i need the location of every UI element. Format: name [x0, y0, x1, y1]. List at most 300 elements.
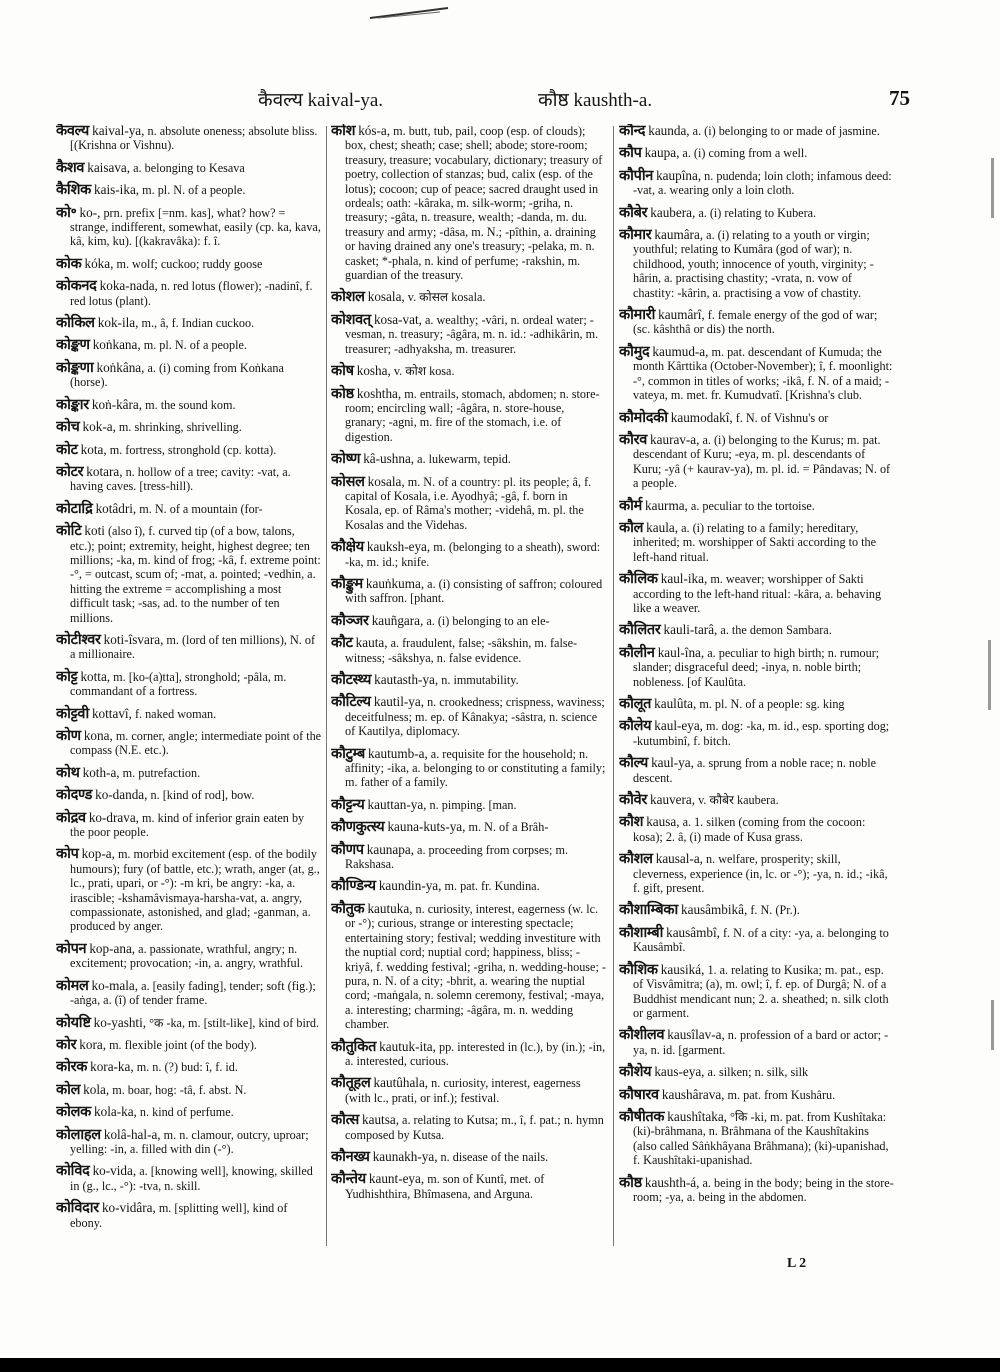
dictionary-entry: [619, 1110, 894, 1168]
dictionary-entry: [331, 1113, 607, 1142]
headword-roman: kóka,: [84, 255, 114, 271]
headword-devanagari: कौनख्य: [331, 1148, 370, 1165]
entry-definition: a. (i) belonging to the Kurus; m. pat. descendant of Kuru; -eya, m. pl. descendants of Kuru; -yâ (+ kaurav-ya), m. pl. id. = Pândavas; N. of a people.: [633, 432, 891, 491]
dictionary-entry: [619, 903, 894, 917]
headword-devanagari: कौट्टन्य: [331, 796, 365, 813]
headword-devanagari: कौटुम्ब: [331, 745, 365, 762]
entry-definition: a. (i) coming from a well.: [682, 146, 808, 161]
entry-definition: °क -ka, m. [stilt-like], kind of bird.: [149, 1015, 320, 1030]
entry-definition: n. curiosity, interest, eagerness (with lc., prati, or inf.); festival.: [345, 1076, 581, 1105]
headword-devanagari: कोकनद: [56, 278, 97, 295]
dictionary-entry: [56, 766, 322, 780]
headword-roman: kaumâra,: [654, 227, 704, 243]
headword-roman: kautsa,: [362, 1112, 399, 1128]
headword-devanagari: कौषीतक: [619, 1108, 665, 1125]
headword-roman: kaurma,: [645, 497, 688, 513]
running-head: [30, 86, 910, 116]
entry-definition: a. peculiar to the tortoise.: [690, 498, 815, 513]
headword-roman: kosala,: [367, 289, 405, 305]
entry-definition: v. कोसल kosala.: [407, 290, 486, 305]
dictionary-entry: [56, 1201, 322, 1230]
headword-roman: koṅ-kâra,: [91, 396, 143, 412]
entry-definition: n. curiosity, interest, eagerness (w. lc. or -°); curious, strange or interesting spectacle; entertaining story; festival; wedding investiture with the nuptial cord; nuptial cord; happiness, bliss; -kriyâ, f. wedding festival; -griha, n. wedding-house; -pura, n. N. of a city; -bhrit, a. wearing the nuptial cord; -maṅgala, n. solemn ceremony, festival; -maya, a. interesting; charming; -âgâra, m. n. wedding chamber.: [345, 901, 606, 1032]
headword-roman: kosala,: [367, 473, 405, 489]
dictionary-entry: [619, 719, 894, 748]
headword-devanagari: कौप: [619, 145, 642, 162]
dictionary-entry: [331, 475, 607, 533]
running-head-right: कौष्ठ kaushth-a.: [538, 90, 653, 111]
entry-definition: n. hollow of a tree; cavity: -vat, a. having caves. [tress-hill).: [70, 464, 291, 494]
headword-devanagari: कौशीलव: [619, 1027, 665, 1044]
headword-roman: kotara,: [86, 463, 123, 479]
headword-devanagari: कौञ्जर: [331, 612, 369, 629]
headword-devanagari: कोङ्कणा: [56, 359, 94, 376]
dictionary-column-2: [331, 124, 607, 1250]
entry-definition: m. (lord of ten millions), N. of a millionaire.: [70, 632, 316, 662]
dictionary-entry: [619, 521, 894, 564]
entry-definition: m. flexible joint (of the body).: [109, 1037, 257, 1052]
entry-definition: m. kind of inferior grain eaten by the poor people.: [70, 810, 305, 840]
headword-roman: kaushth-á,: [644, 1174, 700, 1190]
headword-devanagari: कोपन: [56, 940, 87, 957]
headword-roman: kautasth-ya,: [374, 672, 439, 687]
headword-roman: kautuk-ita,: [379, 1038, 436, 1054]
entry-definition: n. absolute oneness; absolute bliss. [(Krishna or Vishnu).: [70, 124, 318, 153]
entry-definition: (also î), f. curved tip (of a bow, talons, etc.); point; extremity, height, highest degree; ten millions; -ka, m. kind of frog; -kâ, f. extreme point: -°, = outcast, scum of; -mat, a. pointed; -vedhin, a. hitting the extreme = accomplishing a most difficult task; -sas, ad. to the number of ten millions.: [70, 524, 321, 625]
headword-roman: kaul-îna,: [657, 644, 705, 660]
dictionary-entry: [56, 847, 322, 933]
headword-devanagari: कौलेय: [619, 718, 652, 735]
headword-devanagari: कौलिक: [619, 571, 658, 588]
entry-definition: f. N. of Vishnu's or: [735, 410, 829, 425]
entry-definition: m. pl. N. of a people.: [142, 183, 246, 198]
entry-definition: m. the sound kom.: [145, 397, 236, 412]
headword-devanagari: कौटिल्य: [331, 694, 371, 711]
entry-definition: a. wealthy; -vâri, n. ordeal water; -vesman, n. treasury; -âgâra, m. n. id.: -adhikârin, m. treasurer; -adhyaksha, m. treasurer.: [345, 312, 599, 356]
entry-definition: a. fraudulent, false; -sâkshin, m. false-witness; -sâkshya, n. false evidence.: [345, 636, 578, 665]
headword-roman: ko-vida,: [92, 1163, 137, 1179]
dictionary-entry: [56, 1105, 322, 1119]
dictionary-entry: [619, 697, 894, 711]
dictionary-entry: [56, 420, 322, 434]
dictionary-entry: [331, 540, 607, 569]
headword-roman: kora,: [79, 1036, 107, 1052]
dictionary-entry: [331, 902, 607, 1032]
headword-roman: ko-danda,: [95, 787, 148, 803]
headword-roman: kaunapa,: [366, 841, 414, 857]
dictionary-entry: [619, 852, 894, 895]
dictionary-entry: [331, 673, 607, 687]
entry-definition: a. belonging to Kesava: [133, 160, 245, 175]
headword-roman: kottavî,: [91, 705, 132, 721]
headword-roman: kola-ka,: [94, 1104, 137, 1120]
entry-definition: m. pl. N. of a people.: [143, 338, 247, 353]
headword-roman: ko-vidâra,: [101, 1200, 156, 1216]
headword-roman: kausîlav-a,: [667, 1027, 725, 1043]
headword-devanagari: कौमार: [619, 227, 652, 244]
dictionary-entry: [619, 345, 894, 403]
entry-definition: a. being in the body; being in the store-room; -ya, a. being in the abdomen.: [633, 1175, 894, 1204]
dictionary-entry: [619, 793, 894, 807]
entry-definition: m. butt, tub, pail, coop (esp. of clouds); box, chest; sheath; case; shell; abode; store-room; treasury, treasure; vocabulary, dictionary; treasury of poetry, collection of stanzas; bud, calix (esp. of the lotus); cocoon; cup of peace; sacred draught used in ordeals; oath: -kâraka, m. silk-worm; -griha, n. treasury; -gâta, n. treasure, wealth; -danda, m. du. treasury and army; -dâsa, m. N.; -pîthin, a. draining or having drained any one's treasury; -pelaka, m. n. casket; *-phala, n. kind of perfume; -rakshin, m. guardian of the treasury.: [345, 124, 603, 283]
headword-devanagari: कौशल: [619, 851, 653, 868]
headword-devanagari: कोट: [56, 441, 78, 458]
headword-devanagari: कोयष्टि: [56, 1014, 91, 1031]
scan-edge-mark: [991, 158, 994, 218]
headword-roman: kaul-ika,: [660, 571, 708, 587]
entry-definition: a. (i) belonging to an ele-: [426, 613, 550, 628]
dictionary-entry: [331, 1040, 607, 1069]
headword-roman: kop-a,: [81, 846, 115, 862]
entry-definition: n. pudenda; loin cloth; infamous deed: -vat, a. wearing only a loin cloth.: [633, 168, 892, 198]
headword-devanagari: कोष्ण: [331, 451, 361, 468]
dictionary-entry: [56, 338, 322, 352]
entry-definition: m. [ko-(a)tta], stronghold; -pâla, m. commandant of a fortress.: [70, 669, 287, 699]
dictionary-entry: [619, 756, 894, 785]
scan-edge-mark: [991, 1000, 994, 1050]
dictionary-entry: [56, 398, 322, 412]
headword-devanagari: कैशव: [56, 159, 85, 176]
entry-definition: a. the demon Sambara.: [720, 623, 832, 638]
dictionary-entry: [56, 942, 322, 971]
entry-definition: m. entrails, stomach, abdomen; n. store-room; encircling wall; -âgâra, n. store-house, granary; -agni, m. fire of the stomach, i.e. of digestion.: [345, 386, 600, 444]
headword-roman: kausiká,: [660, 961, 705, 977]
headword-roman: koka-nada,: [99, 278, 158, 294]
headword-devanagari: कोसल: [331, 473, 365, 490]
headword-roman: kautumb-a,: [368, 745, 428, 761]
entry-definition: a. 1. silken (coming from the cocoon: kosa); 2. â, (i) made of Kusa grass.: [633, 815, 866, 844]
entry-definition: m. putrefaction.: [122, 765, 201, 780]
headword-roman: kaumud-a,: [652, 343, 709, 359]
headword-roman: kaubera,: [650, 204, 696, 220]
dictionary-entry: [331, 364, 607, 378]
headword-roman: koṅkâna,: [96, 359, 145, 375]
headword-devanagari: कोशवत्: [331, 311, 371, 328]
entry-definition: m. N. of a country: pl. its people; â, f. capital of Kosala, i.e. Ayodhyâ; -gâ, f. born in Kosala, ep. of Râma's mother; -videhâ, m. pl. the Kosalas and the Videhas.: [345, 474, 592, 532]
headword-roman: kaunakh-ya,: [372, 1148, 438, 1164]
dictionary-entry: [56, 183, 322, 197]
entry-definition: prn. prefix [=nm. kas], what? how? = strange, indifferent, somewhat, easily (cp. ka, kava, kâ, kim, ku). [(kakravâka): f. î.: [70, 205, 321, 249]
headword-devanagari: कोविद: [56, 1163, 90, 1180]
headword-roman: kaival-ya,: [92, 124, 145, 138]
headword-roman: kauta,: [355, 635, 388, 651]
entry-definition: a. [knowing well], knowing, skilled in (g., lc., -°): -tva, n. skill.: [70, 1164, 313, 1193]
headword-devanagari: कोशल: [331, 289, 365, 306]
headword-devanagari: कौमारी: [619, 307, 656, 324]
headword-roman: kauli-tarâ,: [663, 622, 718, 638]
entry-definition: m. N. of a mountain (for-: [139, 501, 263, 516]
headword-roman: kosha,: [356, 363, 391, 379]
headword-roman: kaul-ya,: [651, 755, 694, 771]
headword-roman: ko-,: [79, 204, 101, 220]
headword-roman: ko-mala,: [91, 977, 139, 993]
dictionary-entry: [56, 124, 322, 153]
headword-roman: kok-ila,: [97, 315, 139, 331]
headword-devanagari: कोश: [331, 124, 356, 139]
headword-roman: kaupa,: [644, 145, 680, 161]
headword-devanagari: कौवेर: [619, 792, 647, 809]
entry-definition: m. pl. N. of a people: sg. king: [699, 697, 845, 711]
headword-devanagari: कौतुक: [331, 900, 365, 917]
dictionary-entry: [331, 695, 607, 738]
entry-definition: m. fortress, stronghold (cp. kotta).: [109, 442, 277, 457]
dictionary-entry: [331, 313, 607, 356]
dictionary-entry: [56, 1083, 322, 1097]
headword-devanagari: कोङ्कण: [56, 337, 90, 354]
scan-bottom-band: [0, 1358, 1000, 1372]
headword-roman: kaulûta,: [654, 696, 697, 711]
entry-definition: m. pat. descendant of Kumuda; the month Kârttika (October-November); î, f. moonlight: -°, common in titles of works; -ikâ, f. N. of a maid; -vateya, m. met. fr. Kumudvatî. [Krishna's club.: [633, 344, 893, 403]
entry-definition: m. n. clamour, outcry, uproar; yelling: -in, a. filled with din (-°).: [70, 1127, 309, 1156]
headword-roman: kotâdri,: [95, 500, 137, 516]
entry-definition: 1. a. relating to Kusika; m. pat., esp. of Visvâmitra; (a), m. owl; î, f. ep. of Durgâ; N. of a Buddhist mendicant nun; 2. a. sheathed; n. silk cloth or garment.: [633, 962, 889, 1020]
headword-devanagari: कोकिल: [56, 315, 95, 332]
dictionary-entry: [56, 788, 322, 802]
headword-devanagari: कौबेर: [619, 204, 648, 221]
entry-definition: m. weaver; worshipper of Sakti according to the left-hand ritual: -kâra, a. behaving like a weaver.: [633, 572, 882, 615]
entry-definition: a. silken; n. silk, silk: [707, 1065, 809, 1080]
dictionary-entry: [331, 879, 607, 893]
headword-devanagari: कौश: [619, 814, 644, 831]
headword-roman: kauṅkuma,: [365, 575, 425, 591]
entry-definition: n. [kind of rod], bow.: [150, 788, 255, 803]
headword-roman: kausâmbî,: [666, 924, 720, 940]
dictionary-entry: [619, 499, 894, 513]
entry-definition: a. proceeding from corpses; m. Rakshasa.: [345, 842, 568, 872]
headword-devanagari: कौन्द: [619, 124, 646, 139]
entry-definition: m. boar, hog: -tâ, f. abst. N.: [112, 1082, 247, 1097]
dictionary-entry: [619, 963, 894, 1021]
headword-devanagari: कौटस्थ्य: [331, 672, 372, 688]
dictionary-entry: [619, 926, 894, 955]
headword-devanagari: कोटि: [56, 523, 82, 540]
entry-definition: f. female energy of the god of war; (sc. kâshthâ or dis) the north.: [633, 308, 878, 337]
headword-devanagari: कोथ: [56, 764, 80, 781]
entry-definition: m. dog: -ka, m. id., esp. sporting dog; -kutumbinî, f. bitch.: [633, 719, 890, 748]
dictionary-entry: [56, 465, 322, 494]
dictionary-entry: [56, 206, 322, 249]
column-divider: [326, 126, 327, 1246]
headword-devanagari: कोष: [331, 363, 354, 380]
dictionary-entry: [619, 433, 894, 491]
dictionary-entry: [56, 316, 322, 330]
entry-definition: v. कौबेर kaubera.: [698, 793, 779, 808]
dictionary-entry: [331, 843, 607, 872]
headword-devanagari: कोल: [56, 1081, 81, 1098]
dictionary-entry: [56, 729, 322, 758]
entry-definition: a. sprung from a noble race; n. noble descent.: [633, 756, 876, 785]
headword-devanagari: कौल्य: [619, 755, 649, 772]
headword-devanagari: कौणकुत्स्य: [331, 819, 385, 836]
dictionary-entry: [619, 1065, 894, 1079]
headword-devanagari: कोटर: [56, 463, 84, 480]
headword-roman: koti: [84, 523, 105, 539]
headword-devanagari: कोप: [56, 846, 79, 863]
headword-devanagari: कोर: [56, 1036, 77, 1053]
headword-roman: koth-a,: [82, 764, 120, 780]
headword-devanagari: कोलाहल: [56, 1126, 101, 1143]
headword-roman: kaundin-ya,: [378, 878, 442, 894]
headword-roman: kop-ana,: [89, 940, 136, 956]
headword-devanagari: कोक: [56, 255, 82, 272]
dictionary-entry: [331, 387, 607, 445]
entry-definition: m. pat. fr. Kundina.: [444, 879, 540, 894]
headword-devanagari: कौशाम्बिका: [619, 902, 678, 919]
dictionary-entry: [56, 979, 322, 1008]
headword-roman: kâ-ushna,: [363, 451, 415, 467]
dictionary-entry: [331, 452, 607, 466]
headword-roman: kaurav-a,: [650, 431, 700, 447]
dictionary-entry: [56, 161, 322, 175]
entry-definition: f. N. (Pr.).: [750, 903, 800, 918]
headword-devanagari: कोविदार: [56, 1200, 99, 1217]
entry-definition: m. pat. from Kushâru.: [727, 1087, 836, 1102]
headword-roman: kausâmbikâ,: [681, 902, 748, 918]
dictionary-entry: [619, 124, 894, 138]
headword-devanagari: कोङ्कार: [56, 396, 89, 413]
headword-roman: kaisava,: [87, 159, 131, 175]
headword-devanagari: कोष्ठ: [331, 385, 354, 402]
headword-roman: ko-drava,: [88, 809, 139, 825]
dictionary-entry: [331, 577, 607, 606]
scan-edge-mark: [988, 640, 991, 710]
dictionary-entry: [56, 1038, 322, 1052]
headword-roman: kaushârava,: [661, 1086, 725, 1102]
dictionary-entry: [619, 308, 894, 337]
dictionary-entry: [331, 747, 607, 790]
headword-devanagari: कोमल: [56, 977, 89, 994]
headword-roman: kolâ-hal-a,: [103, 1126, 161, 1142]
headword-devanagari: कैशिक: [56, 182, 91, 199]
dictionary-entry: [56, 1164, 322, 1193]
headword-roman: kaumârî,: [658, 307, 705, 323]
headword-devanagari: कौर्म: [619, 497, 642, 514]
headword-devanagari: कौणप: [331, 841, 364, 858]
entry-definition: a. (i) consisting of saffron; coloured with saffron. [phant.: [345, 576, 603, 606]
dictionary-entry: [619, 228, 894, 300]
headword-devanagari: कौण्डिन्य: [331, 878, 376, 895]
headword-devanagari: कोरक: [56, 1059, 88, 1076]
dictionary-entry: [619, 646, 894, 689]
dictionary-entry: [331, 614, 607, 628]
headword-roman: kota,: [80, 441, 107, 457]
headword-roman: kaunda,: [648, 124, 690, 138]
dictionary-entry: [331, 1172, 607, 1201]
entry-definition: n. crookedness; crispness, waviness; deceitfulness; m. ep. of Kânakya; -sâstra, n. science of Kautilya, diplomacy.: [345, 695, 605, 739]
running-head-left: कैवल्य kaival-ya.: [258, 90, 384, 111]
headword-devanagari: कौट: [331, 635, 353, 652]
entry-definition: °कि -ki, m. pat. from Kushîtaka: (ki)-brâhmana, n. Brâhmana of the Kaushîtakins (also called Sâṅkhâyana Brâhmana); (ki)-upanishad, f. Kaushîtaki-upanishad.: [633, 1109, 889, 1168]
entry-definition: m. (belonging to a sheath), sword: -ka, m. id.; knife.: [345, 540, 601, 569]
headword-devanagari: कोदण्ड: [56, 787, 93, 804]
headword-roman: koṅkana,: [92, 337, 141, 353]
headword-devanagari: कोटीश्वर: [56, 631, 101, 648]
entry-definition: m. son of Kuntî, met. of Yudhishthira, Bhîmasena, and Arguna.: [345, 1172, 545, 1201]
entry-definition: m. n. (?) bud: î, f. id.: [136, 1060, 238, 1075]
entry-definition: n. immutability.: [441, 673, 519, 687]
entry-definition: a. (i) relating to a youth or virgin; youthful; relating to Kumâra (god of war); n. childhood, youth; innocence of youth, virginity; -hârin, a. practising chastity; -vrata, n. vow of chastity: -kârin, a. practising a vow of chastity.: [633, 228, 874, 300]
headword-roman: kausa,: [646, 814, 680, 830]
headword-roman: kauñgara,: [371, 612, 424, 628]
dictionary-entry: [56, 361, 322, 390]
entry-definition: v. कोश kosa.: [393, 364, 455, 379]
entry-definition: f. N. of a city: -ya, a. belonging to Kausâmbî.: [633, 925, 889, 955]
entry-definition: a. (i) belonging to or made of jasmine.: [692, 124, 880, 138]
dictionary-entry: [331, 290, 607, 304]
headword-roman: kautuka,: [367, 900, 413, 916]
headword-devanagari: कोट्टवी: [56, 705, 89, 722]
headword-devanagari: कैवल्य: [56, 124, 90, 139]
entry-definition: m. wolf; cuckoo; ruddy goose: [116, 256, 263, 271]
headword-devanagari: कौङ्कुम: [331, 575, 363, 592]
entry-definition: a. passionate, wrathful, angry; n. excitement; provocation; -in, a. angry, wrathful.: [70, 941, 304, 971]
entry-definition: a. (i) coming from Koṅkana (horse).: [70, 360, 284, 390]
headword-devanagari: कौशिक: [619, 961, 658, 978]
dictionary-entry: [56, 257, 322, 271]
headword-roman: kaula,: [646, 519, 679, 535]
headword-devanagari: कौशेय: [619, 1064, 652, 1081]
headword-roman: ko-yashti,: [93, 1014, 147, 1030]
entry-definition: a. (i) relating to Kubera.: [698, 205, 817, 220]
entry-definition: a. requisite for the household; n. affinity; -ika, a. belonging to or constituting a family; m. father of a family.: [345, 746, 606, 790]
dictionary-column-1: [56, 124, 322, 1250]
headword-devanagari: कौल: [619, 519, 644, 536]
headword-roman: kaus-eya,: [654, 1064, 705, 1080]
headword-devanagari: कोटाद्रि: [56, 500, 93, 517]
dictionary-entry: [331, 798, 607, 812]
dictionary-entry: [56, 811, 322, 840]
headword-roman: kauvera,: [650, 792, 696, 808]
headword-devanagari: कौमुद: [619, 343, 650, 360]
entry-definition: n. red lotus (flower); -nadinî, f. red lotus (plant).: [70, 279, 313, 308]
page-number: 75: [889, 86, 910, 110]
dictionary-entry: [619, 411, 894, 425]
dictionary-entry: [56, 707, 322, 721]
headword-roman: kausal-a,: [655, 851, 703, 867]
headword-roman: kais-ika,: [94, 182, 140, 198]
dictionary-entry: [331, 124, 607, 282]
headword-devanagari: कौमोदकी: [619, 409, 668, 426]
headword-devanagari: कौपीन: [619, 167, 654, 184]
headword-devanagari: कौषारव: [619, 1086, 659, 1103]
headword-devanagari: कौक्षेय: [331, 539, 364, 556]
headword-roman: kauttan-ya,: [367, 796, 427, 812]
entry-definition: pp. interested in (lc.), by (in.); -in, a. interested, curious.: [345, 1039, 606, 1068]
dictionary-entry: [56, 443, 322, 457]
dictionary-entry: [619, 206, 894, 220]
headword-devanagari: कोण: [56, 728, 81, 744]
headword-devanagari: कौलूत: [619, 696, 652, 712]
headword-roman: kauksh-eya,: [366, 539, 431, 555]
headword-roman: kora-ka,: [90, 1059, 134, 1075]
headword-devanagari: कौलीन: [619, 644, 655, 661]
dictionary-entry: [619, 1028, 894, 1057]
entry-definition: f. naked woman.: [134, 706, 217, 721]
headword-roman: kós-a,: [358, 124, 391, 138]
dictionary-entry: [619, 623, 894, 637]
dictionary-entry: [331, 1076, 607, 1105]
entry-definition: m. shrinking, shrivelling.: [118, 420, 242, 435]
dictionary-entry: [56, 1060, 322, 1074]
headword-devanagari: कोलक: [56, 1104, 91, 1121]
dictionary-entry: [56, 670, 322, 699]
headword-devanagari: कौतुकित: [331, 1038, 377, 1055]
headword-devanagari: को॰: [56, 204, 77, 221]
headword-roman: kona,: [83, 728, 113, 743]
headword-devanagari: कोद्रव: [56, 809, 86, 826]
headword-roman: kautil-ya,: [373, 694, 425, 710]
dictionary-entry: [56, 1128, 322, 1157]
